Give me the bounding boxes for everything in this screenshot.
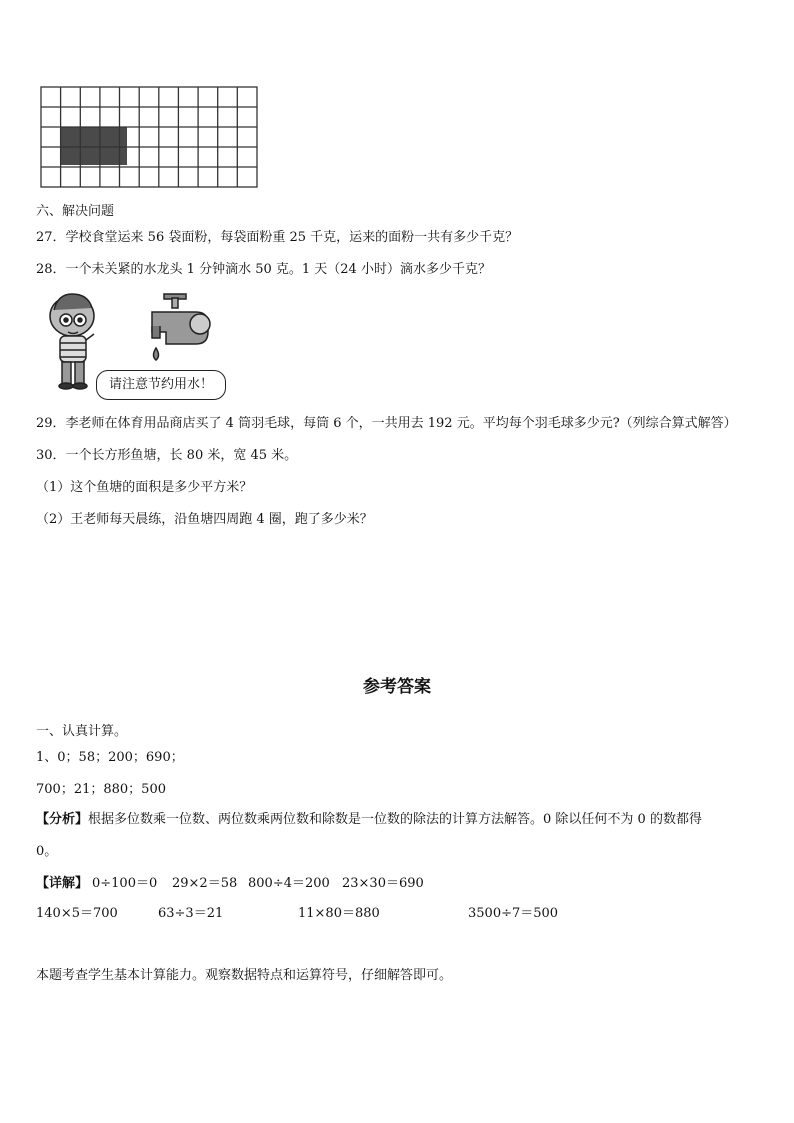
detail-label: 【详解】 [36, 876, 89, 891]
analysis-paragraph [36, 812, 702, 828]
section-heading: 六、解决问题 [36, 204, 115, 219]
calc-item: 800÷4＝200 [248, 876, 330, 891]
problem-27: 27．学校食堂运来 56 袋面粉，每袋面粉重 25 千克，运来的面粉一共有多少千克？ [36, 230, 519, 245]
analysis-label: 【分析】 [36, 812, 89, 827]
problem-28: 28．一个未关紧的水龙头 1 分钟滴水 50 克。1 天（24 小时）滴水多少千克？ [36, 262, 491, 277]
summary-text: 本题考查学生基本计算能力。观察数据特点和运算符号，仔细解答即可。 [36, 968, 453, 983]
calc-item: 23×30＝690 [342, 876, 424, 891]
shaded-rectangle [61, 127, 127, 165]
faucet-icon [152, 294, 210, 360]
shaded-rectangle-grid [40, 86, 260, 188]
boy-icon [50, 294, 94, 389]
speech-bubble: 请注意节约用水！ [96, 370, 226, 400]
detail-label-line [36, 876, 88, 892]
problem-30-q2: （2）王老师每天晨练，沿鱼塘四周跑 4 圈，跑了多少米？ [36, 512, 373, 527]
calc-item: 0÷100＝0 [92, 876, 158, 891]
calc-item: 11×80＝880 [298, 906, 380, 921]
calc-item: 63÷3＝21 [158, 906, 224, 921]
analysis-text: 根据多位数乘一位数、两位数乘两位数和除数是一位数的除法的计算方法解答。0 除以任何不为 0 的数都得 [88, 812, 702, 827]
calc-item: 140×5＝700 [36, 906, 118, 921]
answers-section-heading: 一、认真计算。 [36, 724, 128, 739]
problem-29: 29．李老师在体育用品商店买了 4 筒羽毛球，每筒 6 个，一共用去 192 元。平均每个羽毛球多少元?（列综合算式解答） [36, 416, 737, 431]
problem-30-q1: （1）这个鱼塘的面积是多少平方米？ [36, 480, 253, 495]
problem-30: 30．一个长方形鱼塘，长 80 米，宽 45 米。 [36, 448, 298, 463]
analysis-continuation: 0。 [36, 844, 58, 859]
calc-item: 3500÷7＝500 [468, 906, 559, 921]
answer-line-1: 1、0；58；200；690； [36, 750, 184, 765]
calc-item: 29×2＝58 [172, 876, 238, 891]
answers-title: 参考答案 [363, 677, 431, 697]
grid-figure [40, 86, 260, 192]
answer-line-2: 700；21；880；500 [36, 782, 166, 797]
